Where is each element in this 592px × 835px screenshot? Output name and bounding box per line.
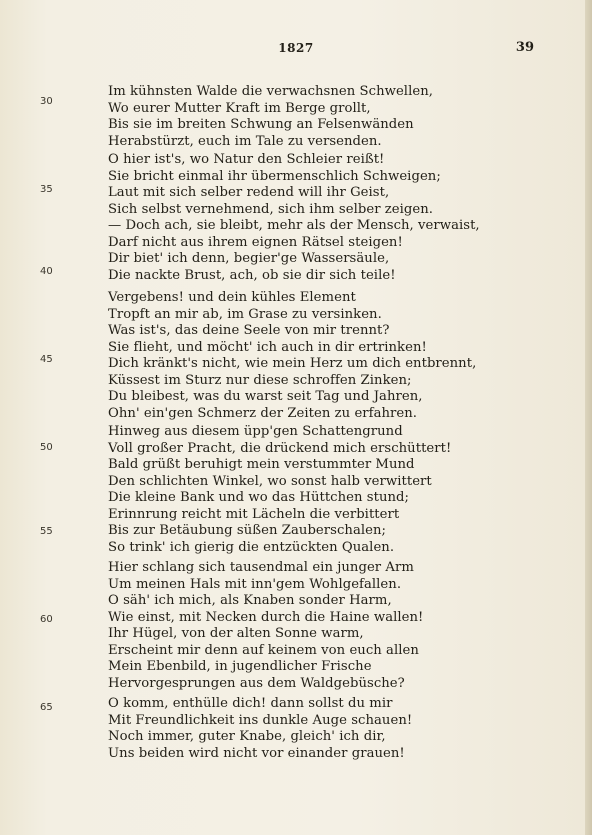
stanza-6 (108, 696, 528, 762)
verse-line: Dich kränkt's nicht, wie mein Herz um dich entbrennt, (108, 356, 477, 371)
stanza-1 (108, 84, 528, 150)
verse-line: Mit Freundlichkeit ins dunkle Auge schauen! (108, 712, 413, 728)
verse-line: Du bleibest, was du warst seit Tag und Jahren, (108, 389, 423, 404)
verse-line: Bis sie im breiten Schwung an Felsenwänden (108, 117, 414, 132)
verse-line: Im kühnsten Walde die verwachsnen Schwellen, (108, 84, 433, 99)
verse-line: Uns beiden wird nicht vor einander grauen! (108, 745, 405, 761)
verse-line: Bald grüßt beruhigt mein verstummter Mund (108, 457, 415, 472)
verse-line: Um meinen Hals mit inn'gem Wohlgefallen. (108, 576, 402, 592)
verse-line: Laut mit sich selber redend will ihr Geist, (108, 185, 390, 200)
running-header-year: 1827 (278, 41, 314, 55)
line-number: 60 (40, 614, 53, 625)
verse-line: Dir biet' ich denn, begier'ge Wassersäule, (108, 251, 390, 266)
verse-line: Sich selbst vernehmend, sich ihm selber zeigen. (108, 201, 434, 217)
verse-line: Den schlichten Winkel, wo sonst halb verwittert (108, 473, 432, 489)
verse-line: Was ist's, das deine Seele von mir trennt? (108, 323, 390, 338)
line-number: 35 (40, 184, 53, 195)
verse-line: Mein Ebenbild, in jugendlicher Frische (108, 659, 372, 674)
verse-line: O komm, enthülle dich! dann sollst du mir (108, 696, 393, 711)
verse-line: Ihr Hügel, von der alten Sonne warm, (108, 626, 364, 641)
verse-line: Erinnrung reicht mit Lächeln die verbittert (108, 506, 400, 522)
page-number: 39 (515, 40, 534, 55)
verse-line: Hervorgesprungen aus dem Waldgebüsche? (108, 675, 405, 691)
line-number: 65 (40, 702, 53, 713)
verse-line: O säh' ich mich, als Knaben sonder Harm, (108, 593, 392, 608)
verse-line: — Doch ach, sie bleibt, mehr als der Mensch, verwaist, (108, 218, 480, 233)
line-number: 50 (40, 442, 53, 453)
verse-line: Die kleine Bank und wo das Hüttchen stund; (108, 490, 410, 505)
verse-line: Voll großer Pracht, die drückend mich erschüttert! (108, 440, 452, 456)
verse-line: Bis zur Betäubung süßen Zauberschalen; (108, 523, 387, 538)
stanza-2 (108, 152, 528, 284)
verse-line: Die nackte Brust, ach, ob sie dir sich teile! (108, 267, 396, 283)
stanza-5 (108, 560, 528, 692)
verse-line: Wie einst, mit Necken durch die Haine wallen! (108, 609, 424, 625)
stanza-4 (108, 424, 528, 556)
verse-line: Wo eurer Mutter Kraft im Berge grollt, (108, 100, 371, 116)
page-edge (585, 0, 592, 835)
stanza-3 (108, 290, 528, 422)
line-number: 45 (40, 354, 53, 365)
verse-line: Hier schlang sich tausendmal ein junger Arm (108, 560, 414, 575)
verse-line: O hier ist's, wo Natur den Schleier reißt! (108, 152, 385, 167)
verse-line: Sie flieht, und möcht' ich auch in dir ertrinken! (108, 339, 427, 355)
verse-line: Darf nicht aus ihrem eignen Rätsel steigen! (108, 234, 403, 250)
verse-line: Sie bricht einmal ihr übermenschlich Schweigen; (108, 168, 441, 184)
line-number: 30 (40, 96, 53, 107)
line-number: 40 (40, 266, 53, 277)
verse-line: Ohn' ein'gen Schmerz der Zeiten zu erfahren. (108, 405, 418, 421)
verse-line: Erscheint mir denn auf keinem von euch allen (108, 642, 419, 658)
verse-line: Hinweg aus diesem üpp'gen Schattengrund (108, 424, 403, 439)
verse-line: Küssest im Sturz nur diese schroffen Zinken; (108, 372, 412, 388)
verse-line: Vergebens! und dein kühles Element (108, 290, 356, 305)
verse-line: Tropft an mir ab, im Grase zu versinken. (108, 306, 382, 322)
line-number: 55 (40, 526, 53, 537)
verse-line: So trink' ich gierig die entzückten Qualen. (108, 539, 395, 555)
verse-line: Noch immer, guter Knabe, gleich' ich dir, (108, 729, 386, 744)
verse-line: Herabstürzt, euch im Tale zu versenden. (108, 133, 382, 149)
